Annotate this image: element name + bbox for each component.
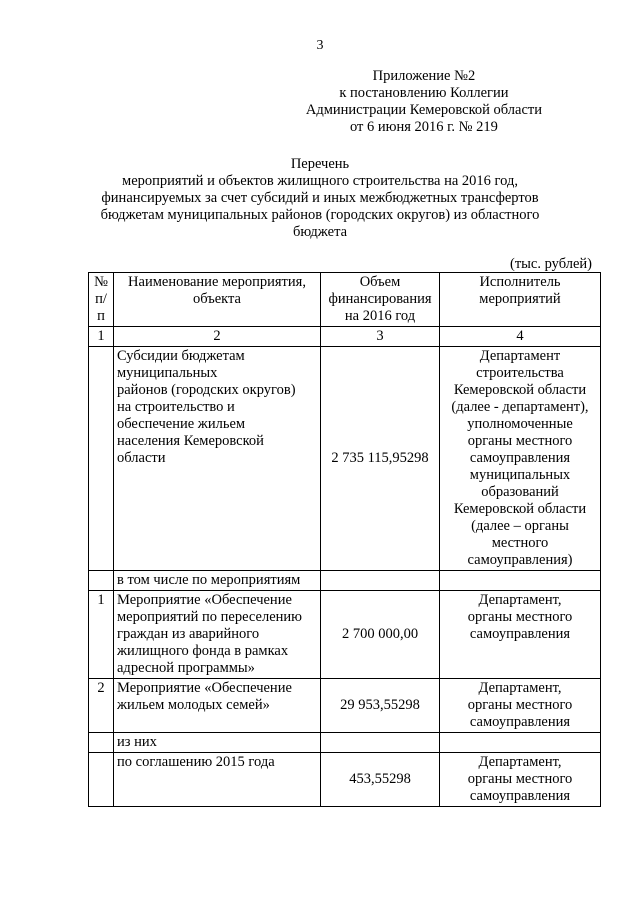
row-num: 1 [89, 591, 114, 679]
appendix-line: от 6 июня 2016 г. № 219 [349, 119, 498, 135]
row-amount: 2 700 000,00 [321, 591, 440, 679]
appendix-block [306, 68, 542, 136]
column-number: 2 [114, 327, 321, 347]
row-executor: Департамент, органы местного самоуправления [440, 679, 601, 733]
row-amount: 453,55298 [321, 753, 440, 807]
row-name: из них [114, 733, 321, 753]
document-title [90, 156, 550, 241]
header-amount: Объем финансирования на 2016 год [321, 273, 440, 327]
row-amount: 2 735 115,95298 [321, 347, 440, 571]
row-name: в том числе по мероприятиям [114, 571, 321, 591]
row-name: по соглашению 2015 года [114, 753, 321, 807]
table-row-of-them [89, 733, 601, 753]
row-name: Мероприятие «Обеспечение жильем молодых семей» [114, 679, 321, 733]
table-row-total [89, 347, 601, 571]
appendix-line: к постановлению Коллегии [339, 85, 509, 101]
row-name: Мероприятие «Обеспечение мероприятий по переселению граждан из аварийного жилищного фонда в рамках адресной программы» [114, 591, 321, 679]
header-executor: Исполнитель мероприятий [440, 273, 601, 327]
appendix-line: Администрации Кемеровской области [305, 102, 542, 118]
row-name: Субсидии бюджетам муниципальных районов (городских округов) на строительство и обеспечение жильем населения Кемеровской области [114, 347, 321, 571]
row-executor: Департамент, органы местного самоуправления [440, 753, 601, 807]
title-line: бюджетам муниципальных районов (городских округов) из областного [100, 207, 540, 223]
row-executor: Департамент строительства Кемеровской области (далее - департамент), уполномоченные органы местного самоуправления муниципальных образований Кемеровской области (далее – органы местного самоуправления) [440, 347, 601, 571]
funding-table [88, 272, 601, 807]
column-number: 4 [440, 327, 601, 347]
table-row-2 [89, 679, 601, 733]
title-line: бюджета [292, 224, 348, 240]
title-line: мероприятий и объектов жилищного строительства на 2016 год, [122, 173, 518, 189]
row-num: 2 [89, 679, 114, 733]
units-label: (тыс. рублей) [510, 256, 592, 272]
row-executor: Департамент, органы местного самоуправления [440, 591, 601, 679]
title-line: финансируемых за счет субсидий и иных межбюджетных трансфертов [101, 190, 539, 206]
page-number: 3 [316, 38, 324, 53]
table-row-including [89, 571, 601, 591]
row-amount: 29 953,55298 [321, 679, 440, 733]
title-line: Перечень [290, 156, 350, 172]
header-num: № п/п [89, 273, 114, 327]
table-row-1 [89, 591, 601, 679]
row-num [89, 347, 114, 571]
column-number: 1 [89, 327, 114, 347]
column-number: 3 [321, 327, 440, 347]
header-name: Наименование мероприятия, объекта [114, 273, 321, 327]
table-row-2015 [89, 753, 601, 807]
column-number-row [89, 327, 601, 347]
appendix-line: Приложение №2 [372, 68, 476, 84]
table-header-row [89, 273, 601, 327]
